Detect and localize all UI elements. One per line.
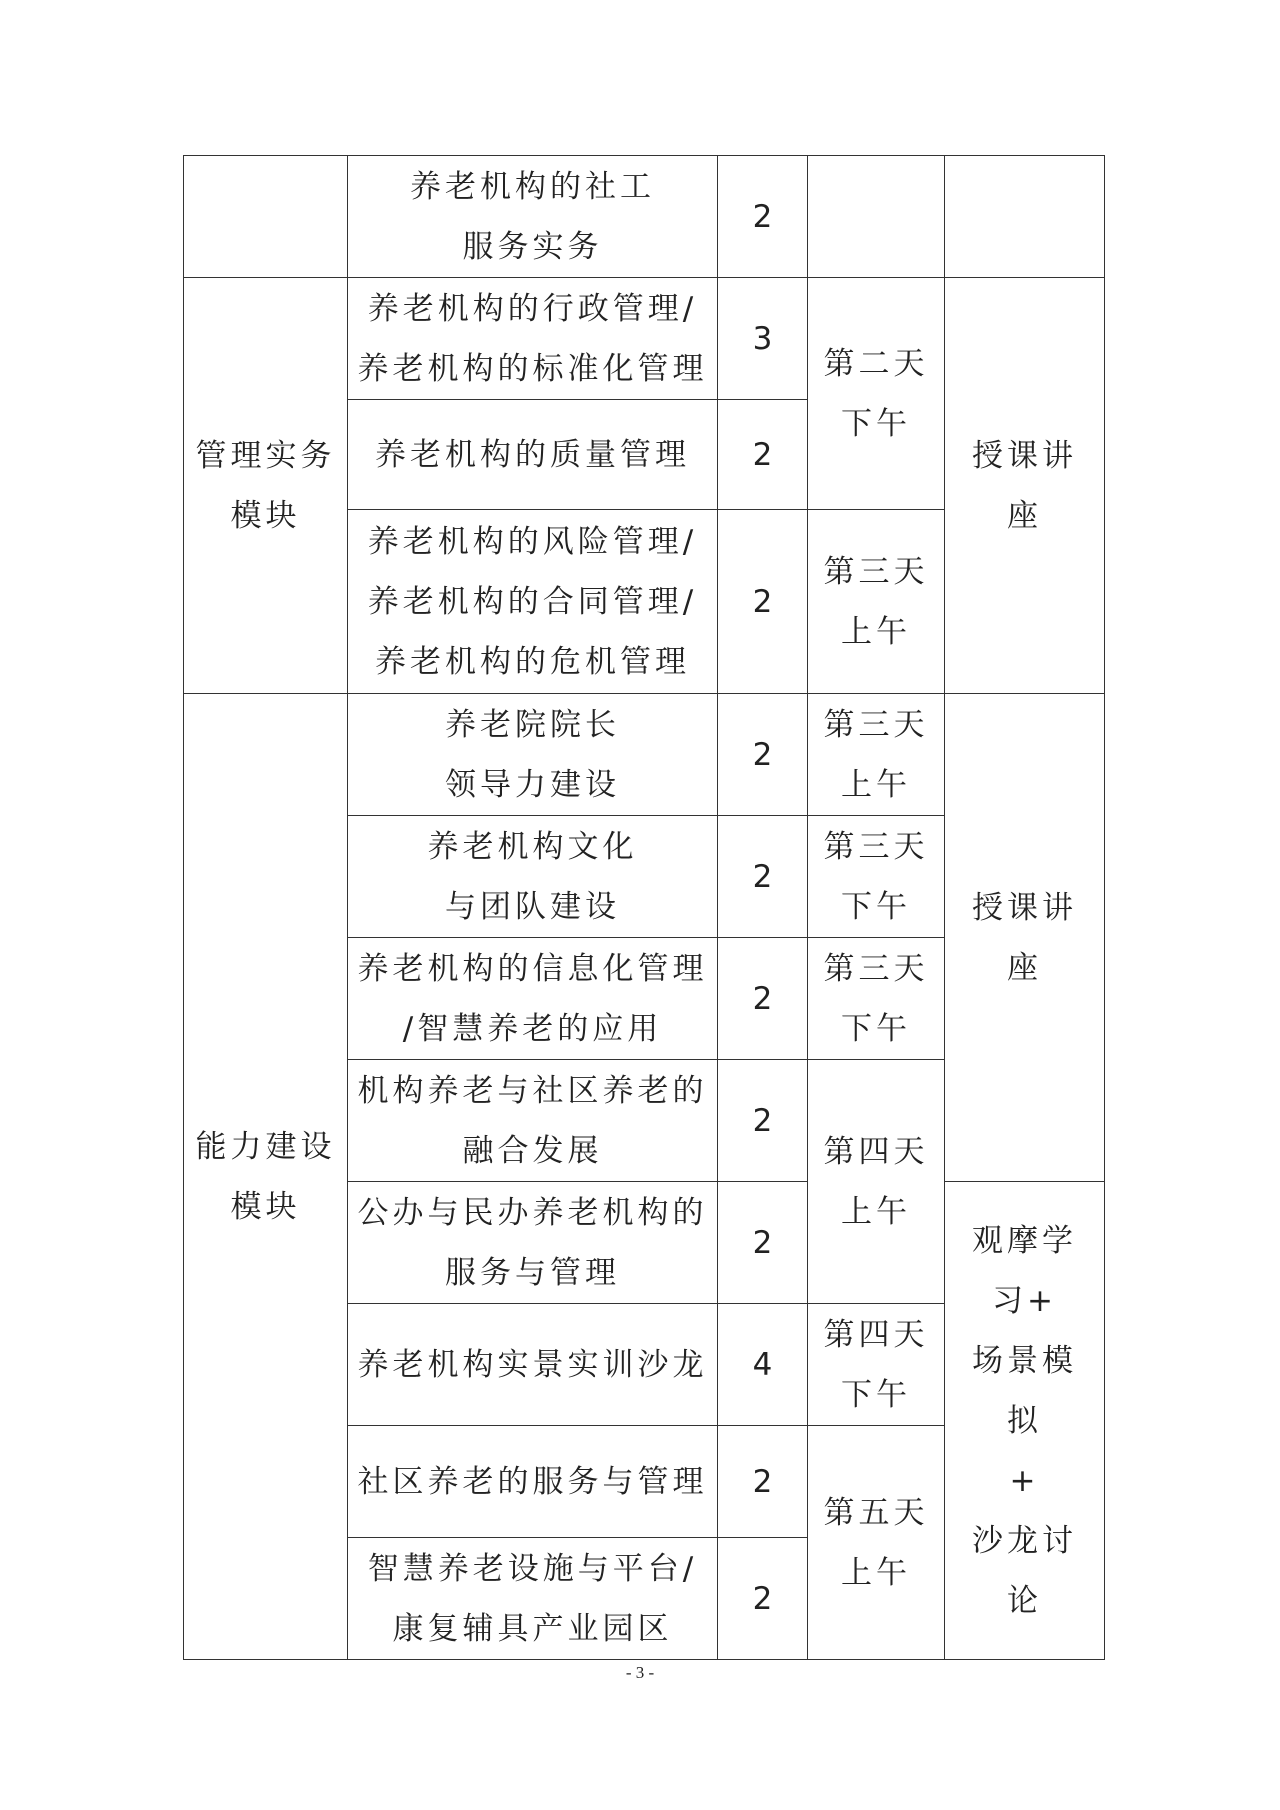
hours-cell: 2 — [718, 1060, 808, 1182]
time-cell: 第四天 下午 — [808, 1304, 945, 1426]
course-cell: 养老机构的行政管理/ 养老机构的标准化管理 — [348, 278, 718, 400]
module-cell-management: 管理实务 模块 — [184, 278, 348, 694]
course-cell: 社区养老的服务与管理 — [348, 1426, 718, 1538]
method-cell-empty — [945, 156, 1105, 278]
hours-cell: 2 — [718, 1538, 808, 1660]
hours-cell: 2 — [718, 156, 808, 278]
hours-cell: 3 — [718, 278, 808, 400]
time-cell: 第三天 上午 — [808, 694, 945, 816]
hours-cell: 2 — [718, 510, 808, 694]
time-cell-empty — [808, 156, 945, 278]
table-row — [184, 156, 1105, 278]
time-cell: 第三天 上午 — [808, 510, 945, 694]
time-cell: 第五天 上午 — [808, 1426, 945, 1660]
method-cell-lecture: 授课讲 座 — [945, 278, 1105, 694]
module-cell-empty — [184, 156, 348, 278]
training-schedule-table — [183, 155, 1105, 1660]
course-cell: 公办与民办养老机构的 服务与管理 — [348, 1182, 718, 1304]
page-number: - 3 - — [625, 1663, 655, 1682]
course-cell: 养老机构的质量管理 — [348, 400, 718, 510]
hours-cell: 2 — [718, 1426, 808, 1538]
time-cell: 第二天 下午 — [808, 278, 945, 510]
course-cell: 养老机构的社工 服务实务 — [348, 156, 718, 278]
time-cell: 第四天 上午 — [808, 1060, 945, 1304]
hours-cell: 2 — [718, 1182, 808, 1304]
time-cell: 第三天 下午 — [808, 938, 945, 1060]
table-row — [184, 278, 1105, 400]
hours-cell: 2 — [718, 400, 808, 510]
hours-cell: 2 — [718, 694, 808, 816]
course-cell: 养老机构实景实训沙龙 — [348, 1304, 718, 1426]
hours-cell: 2 — [718, 816, 808, 938]
module-cell-capacity: 能力建设 模块 — [184, 694, 348, 1660]
method-cell-lecture: 授课讲 座 — [945, 694, 1105, 1182]
course-cell: 养老机构文化 与团队建设 — [348, 816, 718, 938]
hours-cell: 4 — [718, 1304, 808, 1426]
course-cell: 智慧养老设施与平台/ 康复辅具产业园区 — [348, 1538, 718, 1660]
hours-cell: 2 — [718, 938, 808, 1060]
course-cell: 机构养老与社区养老的 融合发展 — [348, 1060, 718, 1182]
course-cell: 养老机构的风险管理/ 养老机构的合同管理/ 养老机构的危机管理 — [348, 510, 718, 694]
time-cell: 第三天 下午 — [808, 816, 945, 938]
course-cell: 养老院院长 领导力建设 — [348, 694, 718, 816]
table-row — [184, 694, 1105, 816]
method-cell-observe: 观摩学 习+ 场景模 拟 + 沙龙讨 论 — [945, 1182, 1105, 1660]
course-cell: 养老机构的信息化管理 /智慧养老的应用 — [348, 938, 718, 1060]
